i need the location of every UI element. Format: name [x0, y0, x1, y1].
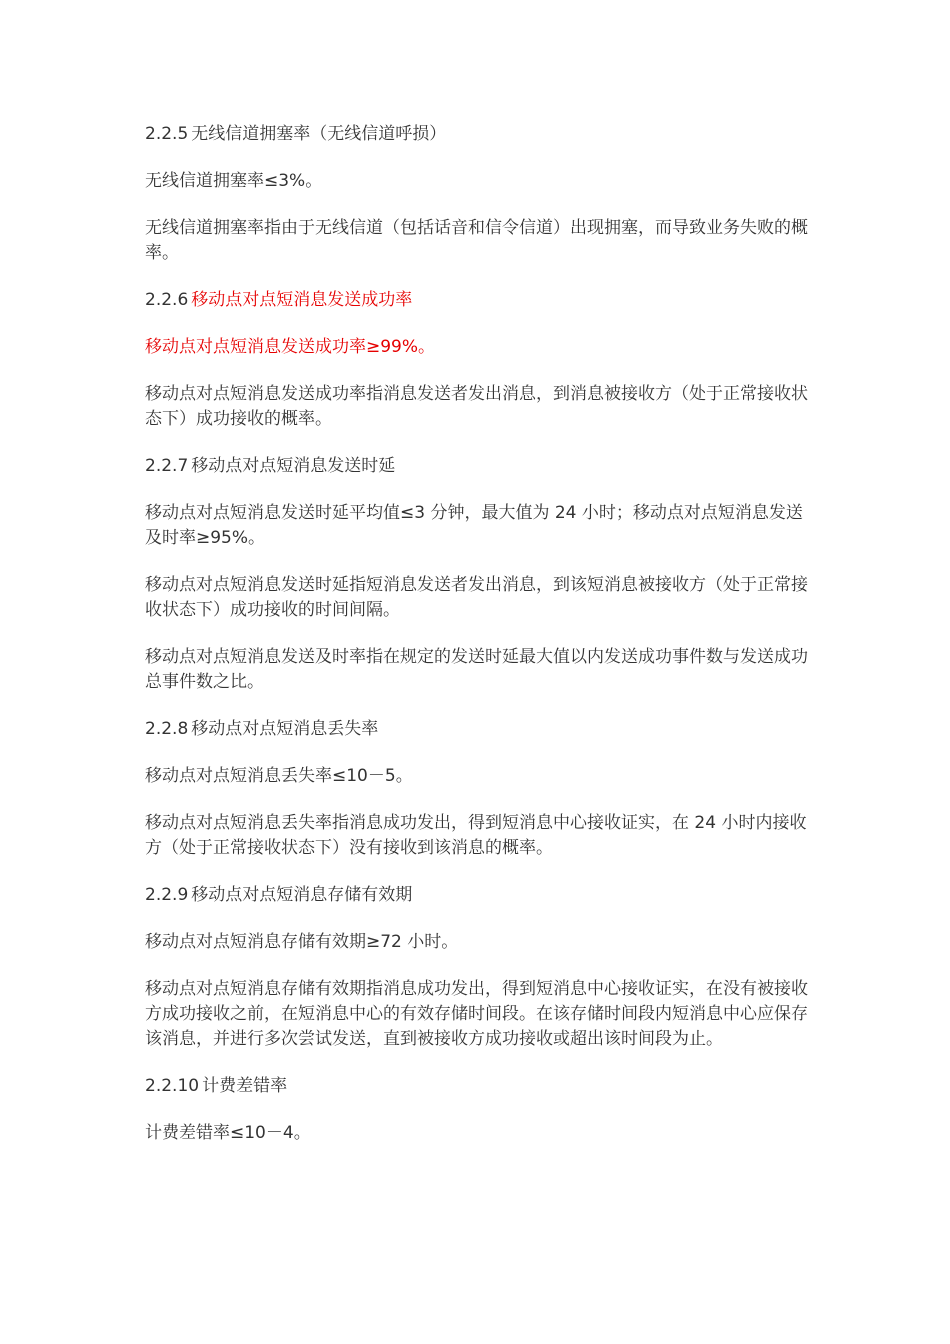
paragraph: 移动点对点短消息丢失率指消息成功发出，得到短消息中心接收证实，在 24 小时内接收方（处于正常接收状态下）没有接收到该消息的概率。 [145, 813, 807, 858]
section-heading-2-2-6 [145, 288, 813, 313]
section-heading-2-2-7 [145, 454, 813, 479]
paragraph: 移动点对点短消息发送时延平均值≤3 分钟，最大值为 24 小时；移动点对点短消息发送及时率≥95%。 [145, 503, 803, 548]
section-heading-2-2-9 [145, 883, 813, 908]
section-number: 2.2.8 [145, 719, 189, 739]
paragraph: 无线信道拥塞率≤3%。 [145, 171, 323, 191]
paragraph: 移动点对点短消息发送成功率指消息发送者发出消息，到消息被接收方（处于正常接收状态下）成功接收的概率。 [145, 384, 808, 429]
section-heading-2-2-10 [145, 1074, 813, 1099]
section-heading-2-2-8 [145, 717, 813, 742]
section-title: 移动点对点短消息丢失率 [191, 719, 379, 739]
paragraph: 移动点对点短消息存储有效期指消息成功发出，得到短消息中心接收证实，在没有被接收方成功接收之前，在短消息中心的有效存储时间段。在该存储时间段内短消息中心应保存该消息，并进行多次尝试发送，直到被接收方成功接收或超出该时间段为止。 [145, 979, 808, 1049]
section-number: 2.2.6 [145, 290, 189, 310]
section-heading-2-2-5 [145, 122, 813, 147]
paragraph: 移动点对点短消息丢失率≤10－5。 [145, 766, 413, 786]
paragraph-highlighted: 移动点对点短消息发送成功率≥99%。 [145, 337, 436, 357]
section-title: 移动点对点短消息发送成功率 [191, 290, 413, 310]
paragraph: 无线信道拥塞率指由于无线信道（包括话音和信令信道）出现拥塞，而导致业务失败的概率。 [145, 218, 808, 263]
document-page [145, 122, 813, 1168]
section-number: 2.2.7 [145, 456, 189, 476]
paragraph: 移动点对点短消息发送时延指短消息发送者发出消息，到该短消息被接收方（处于正常接收状态下）成功接收的时间间隔。 [145, 575, 808, 620]
paragraph: 移动点对点短消息发送及时率指在规定的发送时延最大值以内发送成功事件数与发送成功总事件数之比。 [145, 647, 808, 692]
section-title: 计费差错率 [202, 1076, 288, 1096]
paragraph: 计费差错率≤10－4。 [145, 1123, 311, 1143]
paragraph: 移动点对点短消息存储有效期≥72 小时。 [145, 932, 459, 952]
section-title: 移动点对点短消息存储有效期 [191, 885, 413, 905]
section-number: 2.2.10 [145, 1076, 200, 1096]
section-title: 无线信道拥塞率（无线信道呼损） [191, 124, 447, 144]
section-number: 2.2.5 [145, 124, 189, 144]
section-title: 移动点对点短消息发送时延 [191, 456, 396, 476]
section-number: 2.2.9 [145, 885, 189, 905]
